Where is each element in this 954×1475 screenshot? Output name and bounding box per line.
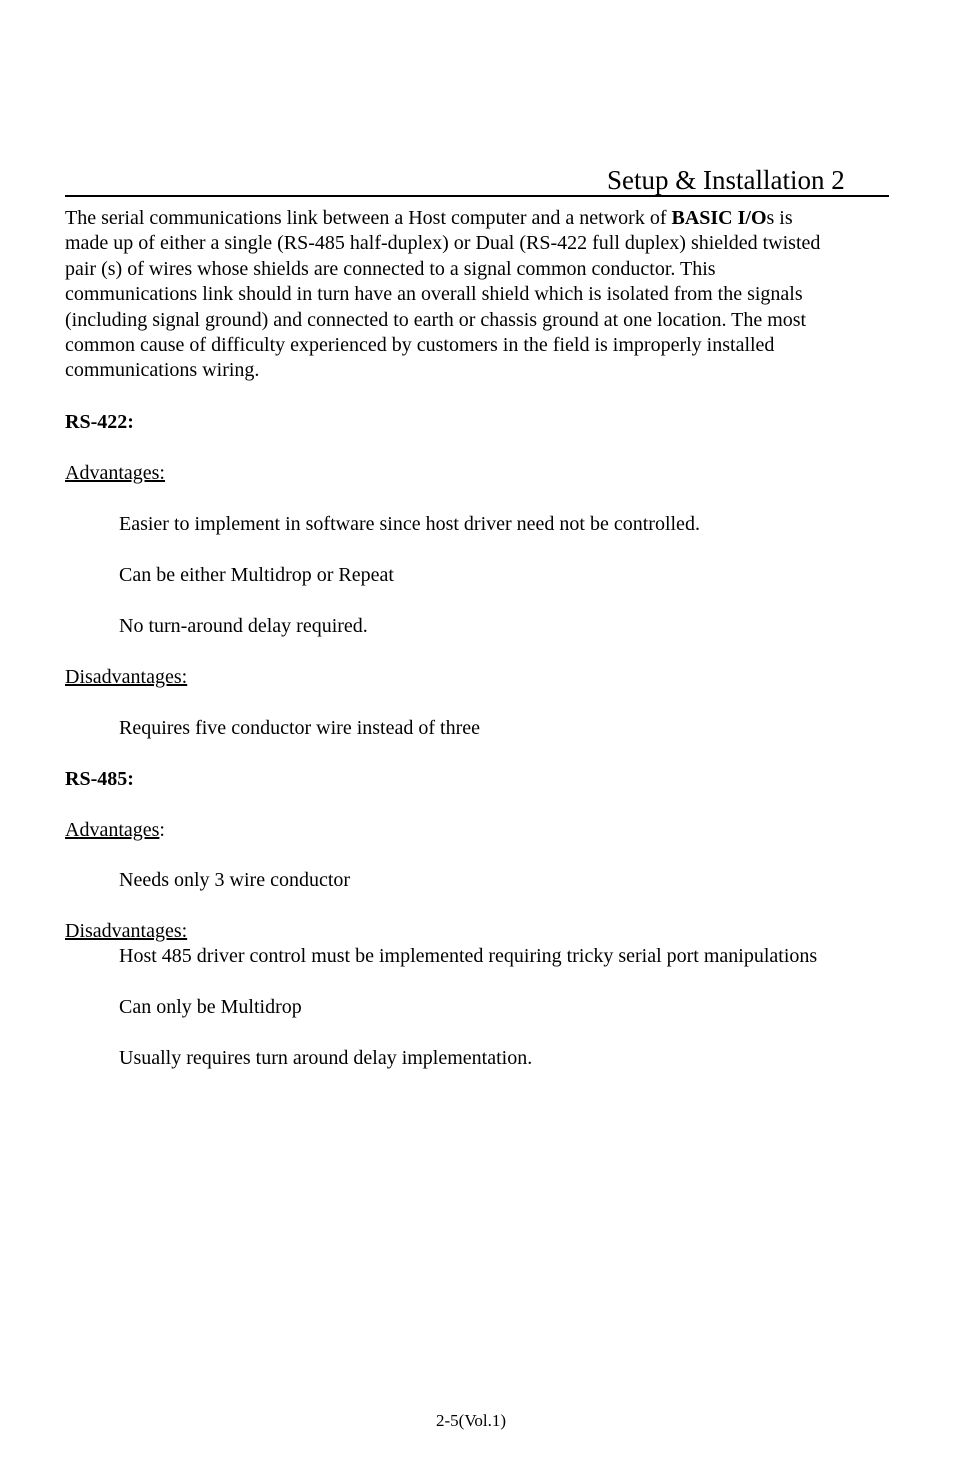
intro-line-6: common cause of difficulty experienced by customers in the field is improperly installed [65,333,775,356]
intro-paragraph [65,206,820,384]
intro-line-3: pair (s) of wires whose shields are connected to a signal common conductor. This [65,257,716,280]
page-number: 2-5(Vol.1) [436,1411,507,1430]
intro-line-7: communications wiring. [65,359,260,382]
rs422-advantage-item: No turn-around delay required. [119,615,368,637]
intro-line-1-start: The serial communications link between a Host computer and a network of [65,207,672,229]
rs422-disadvantages-label-text: Disadvantages: [65,666,188,688]
header-rule [65,195,889,197]
rs485-disadvantage-item: Host 485 driver control must be implemented requiring tricky serial port manipulations [119,945,818,967]
intro-line-5: (including signal ground) and connected to earth or chassis ground at one location. The most [65,308,807,331]
rs422-heading: RS-422: [65,411,134,433]
intro-line-2: made up of either a single (RS-485 half-duplex) or Dual (RS-422 full duplex) shielded twisted [65,232,821,255]
rs422-disadvantage-item: Requires five conductor wire instead of three [119,717,480,739]
rs485-disadvantage-item: Can only be Multidrop [119,996,302,1018]
rs422-advantages-label [65,461,165,486]
product-name: BASIC I/O [671,207,767,229]
rs485-advantages-label [65,818,165,843]
intro-line-1-end: s is [766,207,793,229]
rs485-advantages-label-text: Advantages [65,819,160,841]
intro-line-1 [65,206,820,231]
rs485-heading: RS-485: [65,768,134,790]
rs422-advantages-label-text: Advantages: [65,462,165,484]
rs485-disadvantage-item: Usually requires turn around delay implementation. [119,1047,533,1069]
rs485-advantages-colon: : [159,819,165,841]
rs422-advantage-item: Easier to implement in software since host driver need not be controlled. [119,513,700,535]
page-header-title: Setup & Installation 2 [607,165,845,195]
rs485-disadvantages-label-text: Disadvantages: [65,920,188,942]
rs422-disadvantages-label [65,665,187,690]
rs422-advantage-item: Can be either Multidrop or Repeat [119,564,394,586]
rs485-disadvantages-label [65,919,187,944]
intro-line-4: communications link should in turn have an overall shield which is isolated from the signals [65,283,803,306]
rs485-advantage-item: Needs only 3 wire conductor [119,869,351,891]
